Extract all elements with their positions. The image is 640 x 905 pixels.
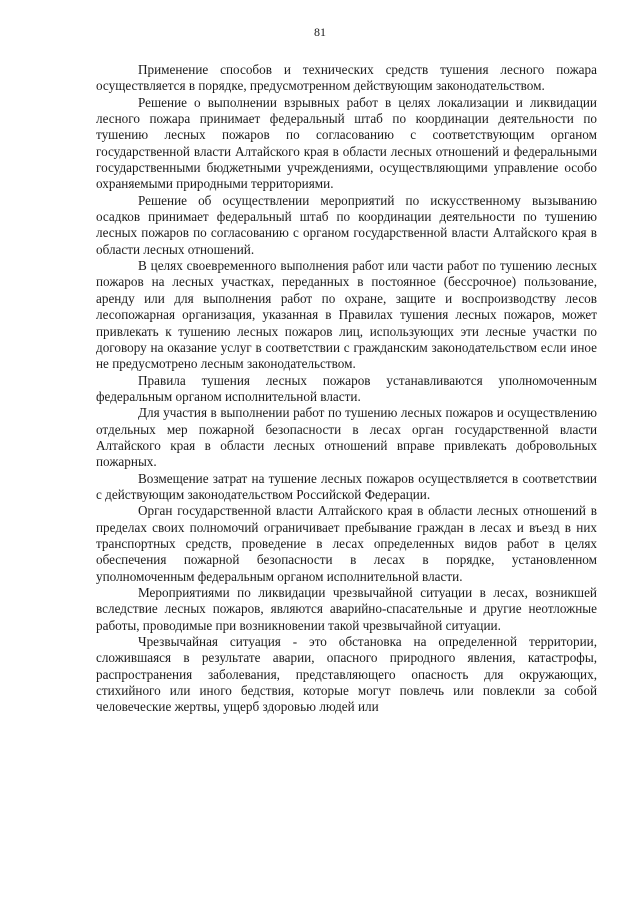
paragraph-artificial-precipitation: Решение об осуществлении мероприятий по искусственному вызыванию осадков принимает федеральный штаб по координации деятельности по тушению лесных пожаров по согласованию с органом государственной власти Алтайского края в области лесных отношений. xyxy=(96,192,597,257)
paragraph-emergency-liquidation: Мероприятиями по ликвидации чрезвычайной ситуации в лесах, возникшей вследствие лесных пожаров, являются аварийно-спасательные и другие неотложные работы, проводимые при возникновении такой чрезвычайной ситуации. xyxy=(96,585,597,633)
document-body xyxy=(96,62,597,716)
page-number: 81 xyxy=(314,25,326,39)
paragraph-timely-work-performance: В целях своевременного выполнения работ или части работ по тушению лесных пожаров на лесных участках, переданных в постоянное (бессрочное) пользование, аренду или для выполнения работ по охране, защите и воспроизводству лесов лесопожарная организация, указанная в Правилах тушения лесных пожаров, может привлекать к тушению лесных пожаров лиц, использующих эти лесные участки по договору на оказание услуг в соответствии с гражданским законодательством если иное не предусмотрено лесным законодательством. xyxy=(96,258,597,372)
paragraph-fire-suppression-methods: Применение способов и технических средств тушения лесного пожара осуществляется в порядке, предусмотренном действующим законодательством. xyxy=(96,62,597,94)
paragraph-emergency-definition: Чрезвычайная ситуация - это обстановка на определенной территории, сложившаяся в результате аварии, опасного природного явления, катастрофы, распространения заболевания, представляющего опасность для окружающих, стихийного или иного бедствия, которые могут повлечь или повлекли за собой человеческие жертвы, ущерб здоровью людей или xyxy=(96,634,597,715)
paragraph-fire-suppression-rules: Правила тушения лесных пожаров устанавливаются уполномоченным федеральным органом исполнительной власти. xyxy=(96,372,597,404)
paragraph-cost-reimbursement: Возмещение затрат на тушение лесных пожаров осуществляется в соответствии с действующим законодательством Российской Федерации. xyxy=(96,470,597,502)
paragraph-access-restrictions: Орган государственной власти Алтайского края в области лесных отношений в пределах своих полномочий ограничивает пребывание граждан в лесах и въезд в них транспортных средств, проведение в лесах определенных видов работ в целях обеспечения пожарной безопасности в лесах в порядке, установленном уполномоченным федеральным органом исполнительной власти. xyxy=(96,503,597,584)
paragraph-blasting-works-decision: Решение о выполнении взрывных работ в целях локализации и ликвидации лесного пожара принимает федеральный штаб по координации деятельности по тушению лесных пожаров по согласованию с соответствующим органом государственной власти Алтайского края в области лесных отношений и федеральными государственными бюджетными учреждениями, осуществляющими управление особо охраняемыми природными территориями. xyxy=(96,94,597,192)
paragraph-volunteer-firefighters: Для участия в выполнении работ по тушению лесных пожаров и осуществлению отдельных мер пожарной безопасности в лесах орган государственной власти Алтайского края в области лесных отношений вправе привлекать добровольных пожарных. xyxy=(96,405,597,470)
